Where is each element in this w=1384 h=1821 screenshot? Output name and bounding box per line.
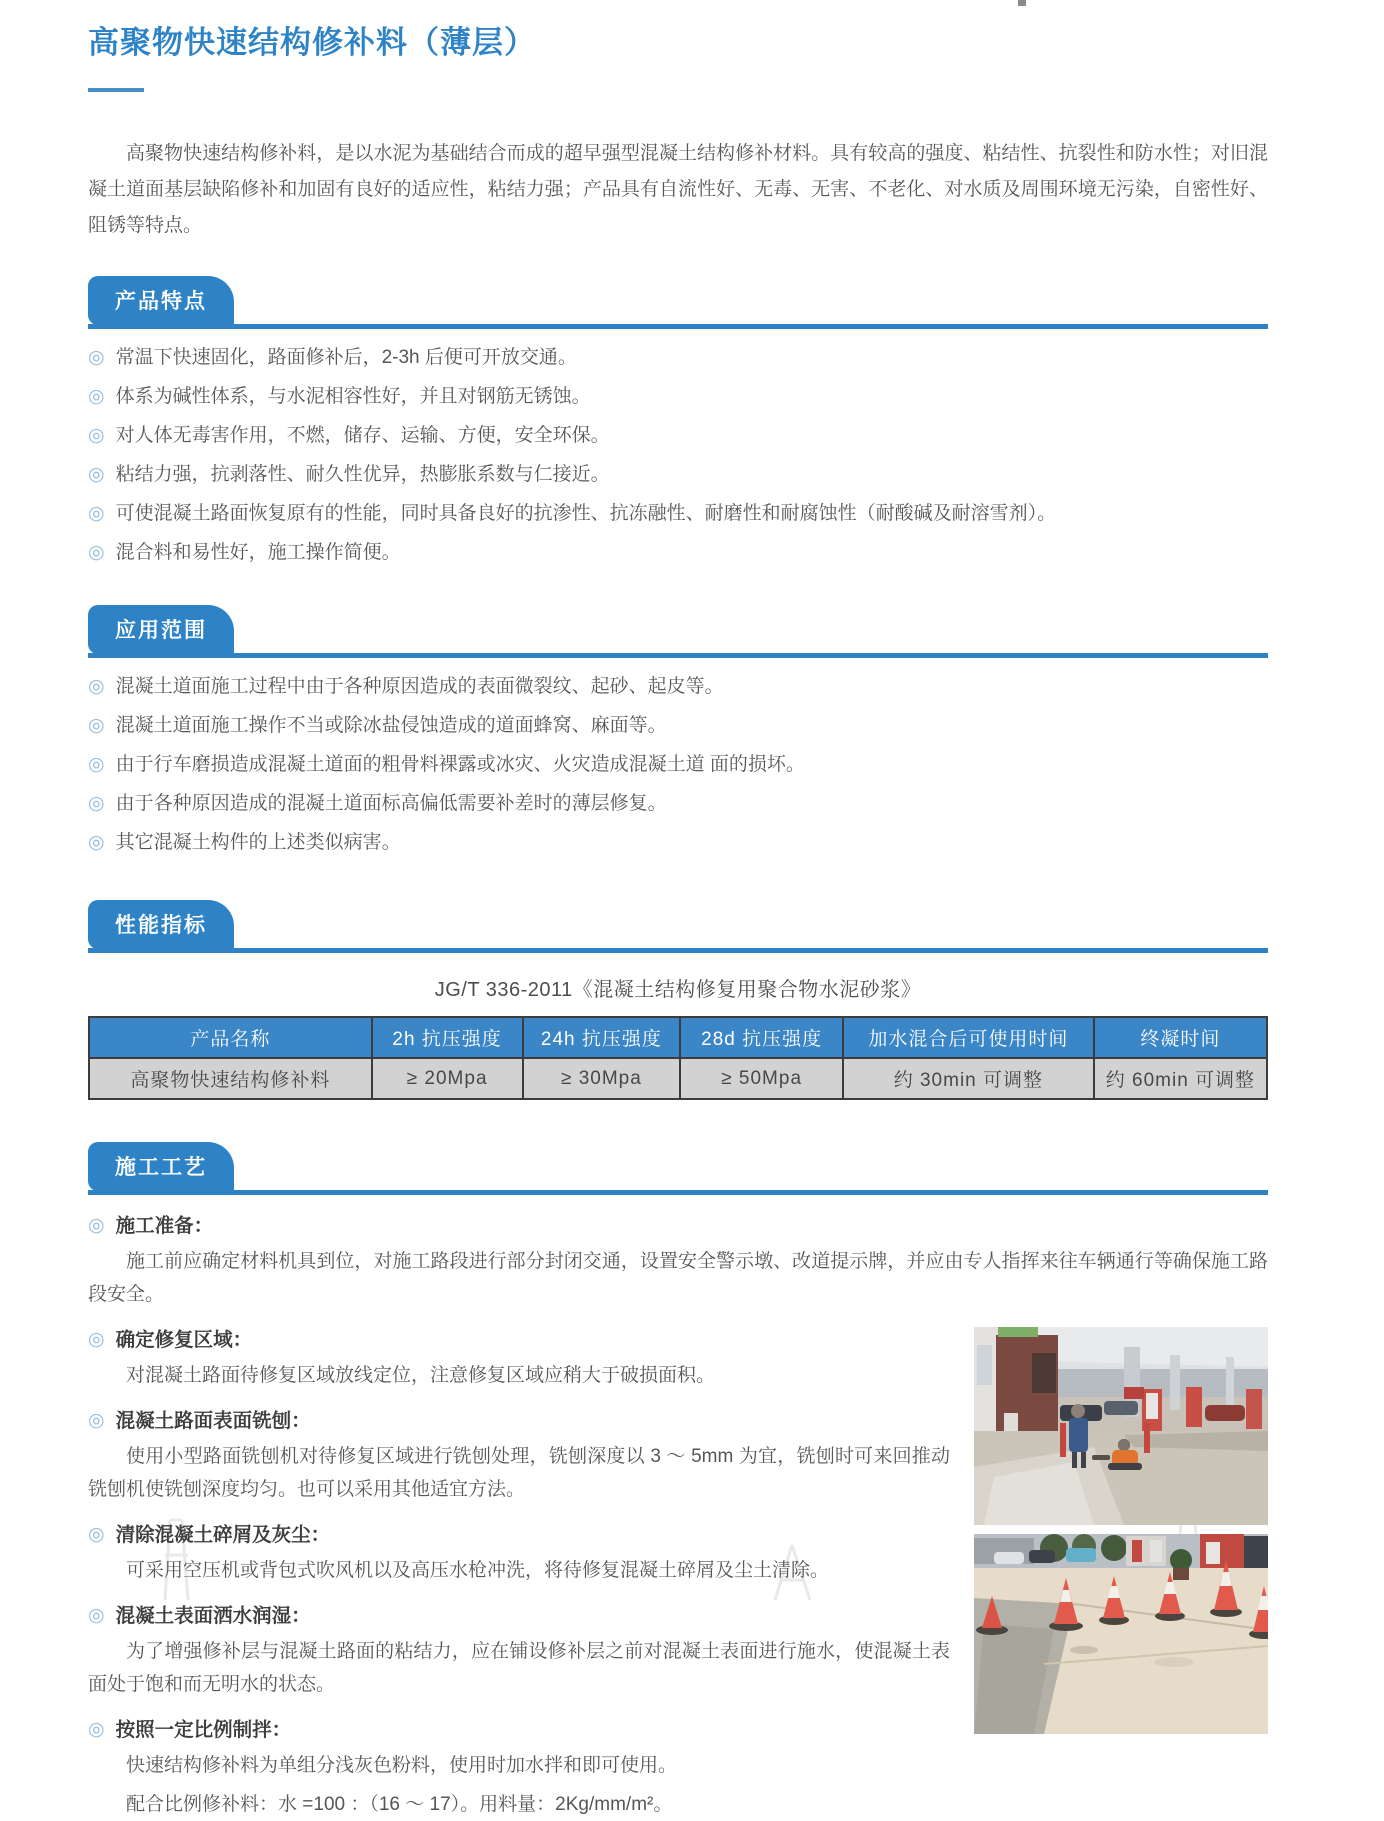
double-circle-bullet-icon: ◎ (88, 832, 105, 853)
application-text: 由于行车磨损造成混凝土道面的粗骨料裸露或冰灾、火灾造成混凝土道 面的损坏。 (115, 754, 805, 775)
double-circle-bullet-icon: ◎ (88, 1524, 105, 1545)
table-row (89, 1058, 1267, 1099)
performance-table (88, 1016, 1268, 1100)
step-body: 施工前应确定材料机具到位，对施工路段进行部分封闭交通，设置安全警示墩、改道提示牌，并应由专人指挥来往车辆通行等确保施工路段安全。 (88, 1251, 1268, 1305)
double-circle-bullet-icon: ◎ (88, 1719, 105, 1740)
double-circle-bullet-icon: ◎ (88, 542, 105, 563)
features-list (88, 345, 1268, 565)
column-header: 产品名称 (89, 1017, 372, 1058)
feature-text: 混合料和易性好，施工操作简便。 (115, 542, 401, 563)
feature-text: 常温下快速固化，路面修补后，2-3h 后便可开放交通。 (115, 347, 577, 368)
process-section-rule (88, 1190, 1268, 1195)
application-text: 其它混凝土构件的上述类似病害。 (115, 832, 401, 853)
list-item (88, 423, 1268, 448)
double-circle-bullet-icon: ◎ (88, 347, 105, 368)
step-title-text: 确定修复区域： (115, 1329, 253, 1351)
column-header: 2h 抗压强度 (372, 1017, 523, 1058)
feature-text: 可使混凝土路面恢复原有的性能，同时具备良好的抗渗性、抗冻融性、耐磨性和耐腐蚀性（耐酸碱及耐溶雪剂）。 (115, 503, 1057, 524)
section-header-performance (88, 900, 1268, 953)
list-item (88, 384, 1268, 409)
double-circle-bullet-icon: ◎ (88, 754, 105, 775)
double-circle-bullet-icon: ◎ (88, 503, 105, 524)
column-header: 28d 抗压强度 (680, 1017, 843, 1058)
step-title-text: 混凝土路面表面铣刨： (115, 1410, 311, 1432)
step-body: 快速结构修补料为单组分浅灰色粉料，使用时加水拌和即可使用。 (126, 1755, 678, 1776)
applications-section-badge: 应用范围 (88, 605, 234, 654)
feature-text: 对人体无毒害作用，不燃，储存、运输、方便，安全环保。 (115, 425, 610, 446)
intro-paragraph: 高聚物快速结构修补料，是以水泥为基础结合而成的超早强型混凝土结构修补材料。具有较高的强度、粘结性、抗裂性和防水性；对旧混凝土道面基层缺陷修补和加固有良好的适应性，粘结力强；产品具有自流性好、无毒、无害、不老化、对水质及周围环境无污染，自密性好、阻锈等特点。 (88, 143, 1268, 236)
list-item (88, 830, 1268, 855)
double-circle-bullet-icon: ◎ (88, 464, 105, 485)
table-header-row (89, 1017, 1267, 1058)
title-underline (88, 88, 144, 92)
application-text: 混凝土道面施工操作不当或除冰盐侵蚀造成的道面蜂窝、麻面等。 (115, 715, 667, 736)
list-item (88, 752, 1268, 777)
step-title-text: 清除混凝土碎屑及灰尘： (115, 1524, 331, 1546)
page-title: 高聚物快速结构修补料（薄层） (88, 25, 536, 60)
section-header-applications (88, 605, 1268, 658)
list-item (88, 791, 1268, 816)
list-item (88, 501, 1268, 526)
table-cell: 约 60min 可调整 (1094, 1058, 1267, 1099)
performance-section-badge: 性能指标 (88, 900, 234, 949)
standard-caption: JG/T 336-2011《混凝土结构修复用聚合物水泥砂浆》 (434, 979, 922, 1001)
double-circle-bullet-icon: ◎ (88, 1329, 105, 1350)
column-header: 加水混合后可使用时间 (843, 1017, 1094, 1058)
double-circle-bullet-icon: ◎ (88, 715, 105, 736)
list-item (88, 462, 1268, 487)
double-circle-bullet-icon: ◎ (88, 386, 105, 407)
step-title (88, 1327, 950, 1353)
table-cell: 约 30min 可调整 (843, 1058, 1094, 1099)
list-item (88, 674, 1268, 699)
double-circle-bullet-icon: ◎ (88, 676, 105, 697)
list-item (88, 713, 1268, 738)
step-title (88, 1408, 950, 1434)
application-text: 混凝土道面施工过程中由于各种原因造成的表面微裂纹、起砂、起皮等。 (115, 676, 724, 697)
photo-repair-pouring (974, 1327, 1268, 1525)
column-header: 终凝时间 (1094, 1017, 1267, 1058)
applications-section-rule (88, 653, 1268, 658)
table-cell: ≥ 20Mpa (372, 1058, 523, 1099)
double-circle-bullet-icon: ◎ (88, 1215, 105, 1236)
step-body: 可采用空压机或背包式吹风机以及高压水枪冲洗，将待修复混凝土碎屑及尘土清除。 (126, 1560, 830, 1581)
feature-text: 粘结力强，抗剥落性、耐久性优异，热膨胀系数与仁接近。 (115, 464, 610, 485)
section-header-process (88, 1142, 1268, 1195)
performance-section-rule (88, 948, 1268, 953)
list-item (88, 540, 1268, 565)
step-title (88, 1603, 950, 1629)
applications-list (88, 674, 1268, 855)
step-title (88, 1717, 950, 1743)
section-header-features (88, 276, 1268, 329)
feature-text: 体系为碱性体系，与水泥相容性好，并且对钢筋无锈蚀。 (115, 386, 591, 407)
features-section-badge: 产品特点 (88, 276, 234, 325)
process-steps (88, 1213, 1268, 1821)
step-title (88, 1213, 1268, 1239)
step-title-text: 按照一定比例制拌： (115, 1719, 292, 1741)
column-header: 24h 抗压强度 (523, 1017, 681, 1058)
double-circle-bullet-icon: ◎ (88, 1410, 105, 1431)
step-body: 为了增强修补层与混凝土路面的粘结力，应在铺设修补层之前对混凝土表面进行施水，使混凝土表面处于饱和而无明水的状态。 (88, 1641, 950, 1695)
photo-cones-curing (974, 1534, 1268, 1734)
step-body: 对混凝土路面待修复区域放线定位，注意修复区域应稍大于破损面积。 (126, 1365, 716, 1386)
process-section-badge: 施工工艺 (88, 1142, 234, 1191)
double-circle-bullet-icon: ◎ (88, 425, 105, 446)
table-cell: 高聚物快速结构修补料 (89, 1058, 372, 1099)
step-title (88, 1522, 950, 1548)
step-body: 使用小型路面铣刨机对待修复区域进行铣刨处理，铣刨深度以 3 ～ 5mm 为宜，铣刨时可来回推动铣刨机使铣刨深度均匀。也可以采用其他适宜方法。 (88, 1446, 950, 1500)
step-body: 配合比例修补料：水 =100 ：（16 ～ 17）。用料量：2Kg/mm/m²。 (126, 1794, 673, 1815)
double-circle-bullet-icon: ◎ (88, 1605, 105, 1626)
application-text: 由于各种原因造成的混凝土道面标高偏低需要补差时的薄层修复。 (115, 793, 667, 814)
table-cell: ≥ 30Mpa (523, 1058, 681, 1099)
double-circle-bullet-icon: ◎ (88, 793, 105, 814)
construction-photos (974, 1327, 1268, 1734)
step-title-text: 混凝土表面洒水润湿： (115, 1605, 311, 1627)
step-title-text: 施工准备： (115, 1215, 214, 1237)
features-section-rule (88, 324, 1268, 329)
table-cell: ≥ 50Mpa (680, 1058, 843, 1099)
list-item (88, 345, 1268, 370)
